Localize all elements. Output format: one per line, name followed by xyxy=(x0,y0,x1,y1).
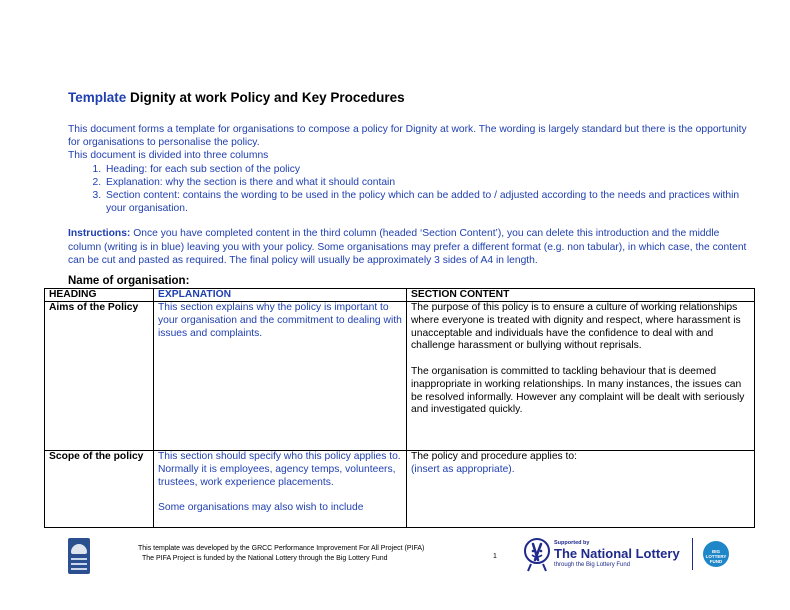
table-row xyxy=(45,302,755,451)
policy-table xyxy=(44,288,755,528)
intro-column-list xyxy=(104,163,748,216)
header-section-content: SECTION CONTENT xyxy=(407,289,755,302)
intro-paragraph: This document forms a template for organisations to compose a policy for Dignity at work. The wording is largely standard but there is the opportunity for organisations to personalise the policy. xyxy=(68,124,747,149)
intro-columns-line: This document is divided into three columns xyxy=(68,150,269,162)
supported-by-text: Supported by xyxy=(554,540,590,546)
footer-text xyxy=(138,544,424,563)
title-main: Dignity at work Policy and Key Procedures xyxy=(130,90,405,105)
grcc-logo xyxy=(68,538,90,574)
explanation-paragraph: Some organisations may also wish to include xyxy=(158,502,364,514)
footer-line: This template was developed by the GRCC Performance Improvement For All Project (PIFA) xyxy=(138,545,425,552)
footer-line: The PIFA Project is funded by the National Lottery through the Big Lottery Fund xyxy=(142,554,388,562)
organisation-name-label: Name of organisation: xyxy=(68,275,190,287)
list-item: 2. Explanation: why the section is there and what it should contain xyxy=(104,176,748,189)
list-item: 3. Section content: contains the wording to be used in the policy which can be added to / adjusted according to the needs and practices within your organisation. xyxy=(104,189,748,215)
list-item: 1. Heading: for each sub section of the policy xyxy=(104,163,748,176)
content-paragraph: (insert as appropriate). xyxy=(411,463,515,475)
table-header-row xyxy=(45,289,755,302)
row-explanation xyxy=(154,451,407,528)
content-paragraph: The organisation is committed to tackling behaviour that is deemed inappropriate in working relationships. In many instances, the issues can be resolved informally. However any complaint will be dealt with seriously and investigated quickly. xyxy=(411,365,745,416)
instructions-text: Once you have completed content in the third column (headed ‘Section Content’), you can delete this introduction and the middle column (writing is in blue) leaving you with your policy. Some organisations may prefer a different format (e.g. non tabular), in which case, the content can be cut and pasted as required. The final policy will usually be approximately 3 sides of A4 in length. xyxy=(68,228,747,266)
header-explanation: EXPLANATION xyxy=(154,289,407,302)
row-heading: Aims of the Policy xyxy=(45,302,154,451)
row-explanation: This section explains why the policy is important to your organisation and the commitment to dealing with issues and complaints. xyxy=(154,302,407,451)
header-heading: HEADING xyxy=(45,289,154,302)
table-row xyxy=(45,451,755,528)
page-number: 1 xyxy=(493,553,497,560)
crossed-fingers-icon xyxy=(523,538,551,572)
logo-divider xyxy=(692,538,693,570)
title-prefix: Template xyxy=(68,90,127,105)
row-content xyxy=(407,451,755,528)
row-heading: Scope of the policy xyxy=(45,451,154,528)
instructions xyxy=(68,227,748,267)
page-title xyxy=(68,90,405,105)
content-paragraph: The purpose of this policy is to ensure a culture of working relationships where everyone is treated with dignity and respect, where harassment is unacceptable and individuals have the confidence to deal with and challenge harassment or bullying without reprisals. xyxy=(411,302,741,352)
explanation-paragraph: This section should specify who this policy applies to. Normally it is employees, agency temps, volunteers, trustees, work experience placements. xyxy=(158,451,401,488)
content-paragraph: The policy and procedure applies to: xyxy=(411,451,577,462)
national-lottery-text: The National Lottery xyxy=(554,546,680,561)
introduction xyxy=(68,123,748,267)
row-content xyxy=(407,302,755,451)
big-lottery-fund-logo: BIG LOTTERY FUND xyxy=(703,541,729,567)
big-lottery-fund-text: through the Big Lottery Fund xyxy=(554,562,631,568)
instructions-label: Instructions: xyxy=(68,228,131,240)
